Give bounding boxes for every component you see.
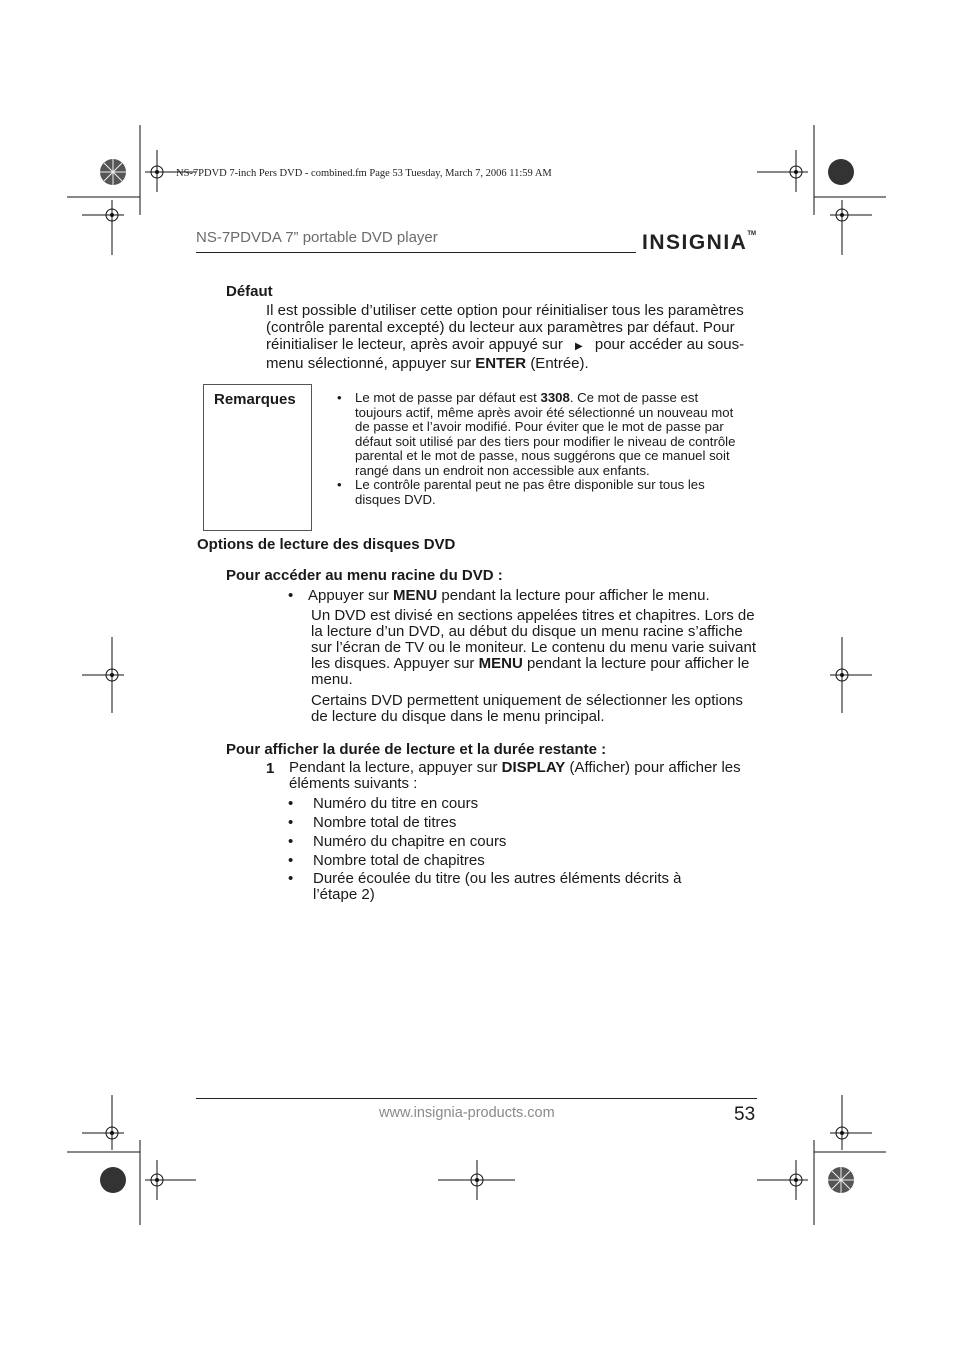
section-heading-defaut: Défaut xyxy=(226,283,273,300)
registration-wheel-icon xyxy=(100,1167,126,1193)
page-number: 53 xyxy=(734,1104,756,1125)
header-rule xyxy=(196,252,636,253)
crosshair-icon xyxy=(82,200,124,255)
crosshair-icon xyxy=(145,1160,196,1200)
options-paragraphs xyxy=(311,608,757,730)
footer-rule xyxy=(196,1098,757,1099)
notes-box xyxy=(203,384,312,531)
crosshair-icon xyxy=(757,150,808,192)
crosshair-icon xyxy=(82,1095,124,1150)
enter-key: ENTER xyxy=(475,355,527,372)
crosshair-icon xyxy=(830,1095,872,1150)
subheading-duree: Pour afficher la durée de lecture et la durée restante : xyxy=(226,741,607,758)
registration-wheel-icon xyxy=(828,159,854,185)
step-number: 1 xyxy=(266,760,275,777)
registration-wheel-icon xyxy=(100,159,126,185)
header-title: NS-7PDVDA 7” portable DVD player xyxy=(196,229,438,246)
crosshair-icon xyxy=(830,637,872,713)
print-info: NS-7PDVD 7-inch Pers DVD - combined.fm Page 53 Tuesday, March 7, 2006 11:59 AM xyxy=(176,168,552,179)
note-item: • Le contrôle parental peut ne pas être disponible sur tous les disques DVD. xyxy=(337,478,741,507)
play-arrow-icon: ▶ xyxy=(575,341,583,352)
registration-wheel-icon xyxy=(828,1167,854,1193)
section-heading-options: Options de lecture des disques DVD xyxy=(197,536,456,553)
menu-bullet: • Appuyer sur MENU pendant la lecture pour afficher le menu. xyxy=(288,587,710,604)
note-item: • Le mot de passe par défaut est 3308. Ce mot de passe est toujours actif, même après avoir été sélectionné un nouveau mot de passe et l’avoir modifié. Pour éviter que le mot de passe par défaut soit utilisé par des tiers pour modifier le niveau de contrôle parental et le mot de passe, nous suggérons que ce manuel soit rangé dans un endroit non accessible aux enfants. xyxy=(337,391,741,478)
notes-label: Remarques xyxy=(214,391,296,408)
list-item: • Numéro du chapitre en cours xyxy=(288,833,507,850)
crosshair-icon xyxy=(830,200,872,255)
crosshair-icon xyxy=(757,1160,808,1200)
notes-content xyxy=(337,391,741,507)
footer-url: www.insignia-products.com xyxy=(379,1105,555,1121)
defaut-paragraph: Il est possible d’utiliser cette option pour réinitialiser tous les paramètres (contrôle parental excepté) du lecteur aux paramètres par défaut. Pour réinitialiser le lecteur, après avoir appuyé sur ▶ pour accéder au sous-menu sélectionné, appuyer sur ENTER (Entrée). xyxy=(266,302,745,372)
list-item: • Numéro du titre en cours xyxy=(288,795,479,812)
brand-logo: INSIGNIA™ xyxy=(642,231,757,254)
dvd-options-paragraph: Certains DVD permettent uniquement de sélectionner les options de lecture du disque dans le menu principal. xyxy=(311,692,743,725)
step-1: 1 Pendant la lecture, appuyer sur DISPLAY (Afficher) pour afficher les éléments suivants : xyxy=(266,759,741,792)
list-item: • Nombre total de chapitres xyxy=(288,852,485,869)
subheading-menu-racine: Pour accéder au menu racine du DVD : xyxy=(226,567,503,584)
dvd-menu-paragraph: Un DVD est divisé en sections appelées titres et chapitres. Lors de la lecture d’un DVD, au début du disque un menu racine s’affiche sur l’écran de TV ou le moniteur. Le contenu du menu varie suivant les disques. Appuyer sur MENU pendant la lecture pour afficher le menu. xyxy=(311,607,756,688)
list-item: • Nombre total de titres xyxy=(288,814,457,831)
crosshair-icon xyxy=(82,637,124,713)
display-items-list xyxy=(288,795,718,903)
list-item: • Durée écoulée du titre (ou les autres éléments décrits à l’étape 2) xyxy=(288,870,682,903)
